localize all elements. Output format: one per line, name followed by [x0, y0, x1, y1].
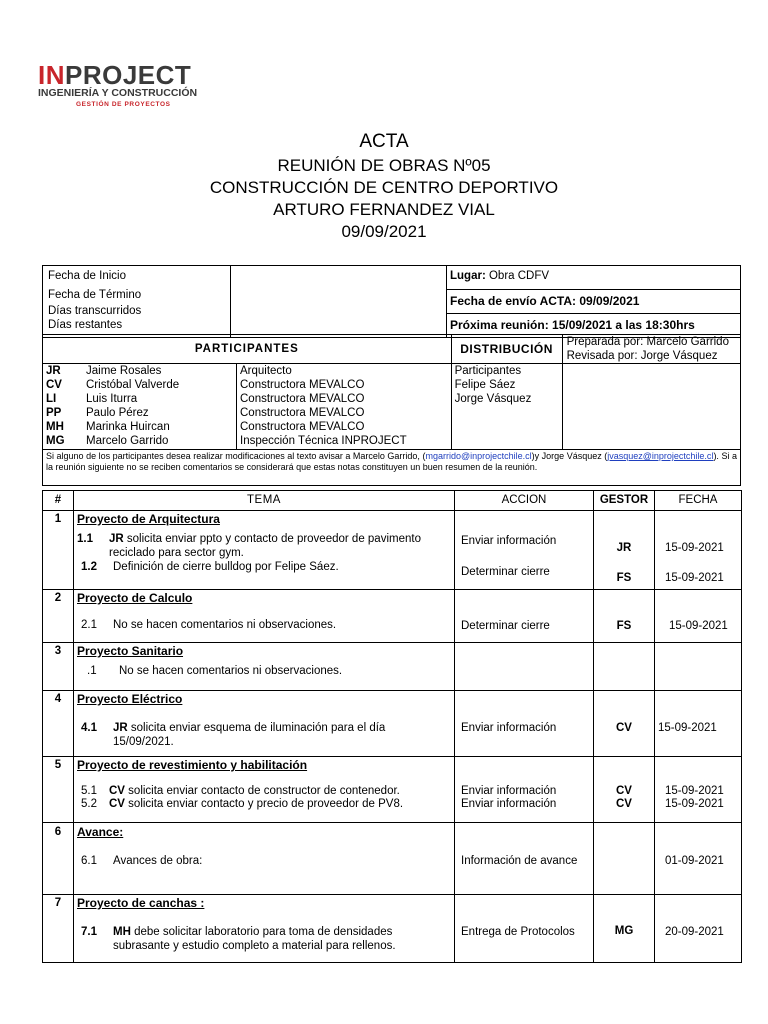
- lugar-value: Obra CDFV: [488, 270, 550, 282]
- table-row: [43, 757, 742, 823]
- logo-subtitle-2: GESTIÓN DE PROYECTOS: [76, 101, 171, 108]
- topic-number: 3: [43, 643, 74, 691]
- item-desc: debe solicitar laboratorio para toma de densidades: [130, 926, 393, 938]
- item-desc: solicita enviar contacto y precio de proveedor de PV8.: [124, 798, 404, 810]
- accion-cell: [455, 643, 594, 691]
- item-number: 5.2: [81, 798, 97, 810]
- fecha-termino-label: Fecha de Término: [48, 289, 142, 301]
- accion-text: Enviar información: [461, 722, 557, 734]
- item-desc: solicita enviar contacto de constructor de contenedor.: [124, 785, 400, 797]
- topics-table: [42, 490, 742, 963]
- email-link-jvasquez[interactable]: jvasquez@inprojectchile.cl: [607, 451, 714, 461]
- list-item: [77, 798, 454, 811]
- gestor-text: JR: [616, 542, 632, 554]
- distribution-cell: [451, 364, 562, 450]
- topic-title: Proyecto de Arquitectura: [77, 512, 220, 526]
- info-table: [42, 265, 741, 338]
- gestor-cell: [594, 643, 655, 691]
- distribution-item: Participantes: [454, 365, 522, 377]
- item-desc: No se hacen comentarios ni observaciones.: [119, 665, 343, 677]
- item-number: 7.1: [81, 926, 97, 938]
- accion-cell: [455, 511, 594, 590]
- revisada-label: Revisada por: Jorge Vásquez: [566, 350, 718, 362]
- item-desc: solicita enviar ppto y contacto de proveedor de pavimento: [123, 533, 421, 545]
- participant-name: Luis Iturra: [86, 393, 138, 405]
- fecha-envio-cell: Fecha de envío ACTA: 09/09/2021: [447, 290, 741, 314]
- fecha-text: 15-09-2021: [665, 798, 724, 810]
- participant-role: Constructora MEVALCO: [240, 407, 365, 419]
- fecha-text: 15-09-2021: [669, 620, 728, 632]
- list-item: [77, 721, 454, 749]
- item-text: [109, 798, 403, 811]
- participant-code: LI: [46, 393, 57, 405]
- gestor-text: MG: [614, 925, 634, 937]
- list-item: [77, 532, 454, 560]
- lugar-label: Lugar:: [450, 270, 486, 282]
- gestor-cell: [594, 511, 655, 590]
- topic-cell: [74, 590, 455, 643]
- gestor-text: CV: [616, 798, 632, 810]
- fecha-cell: [655, 691, 742, 757]
- item-number: 4.1: [81, 722, 97, 734]
- fecha-inicio-label: Fecha de Inicio: [48, 270, 126, 282]
- list-item: [77, 618, 454, 632]
- participant-name: Marinka Huircan: [86, 421, 170, 433]
- item-number: 1.2: [81, 561, 97, 573]
- list-item: [77, 560, 454, 574]
- accion-text: Determinar cierre: [461, 566, 550, 578]
- lugar-cell: [447, 266, 741, 290]
- fecha-text: 15-09-2021: [665, 542, 724, 554]
- logo-part-pro: PRO: [65, 60, 123, 90]
- topic-cell: [74, 823, 455, 895]
- fecha-cell: [655, 823, 742, 895]
- doc-subtitle-name: ARTURO FERNANDEZ VIAL: [273, 200, 495, 219]
- table-row: [43, 691, 742, 757]
- fecha-cell: [655, 590, 742, 643]
- accion-cell: [455, 757, 594, 823]
- fecha-text: 01-09-2021: [665, 855, 724, 867]
- item-number: 2.1: [81, 619, 97, 631]
- doc-title: ACTA: [359, 131, 409, 152]
- participant-code: MG: [46, 435, 65, 447]
- item-text: [113, 721, 451, 749]
- fecha-cell: [655, 511, 742, 590]
- accion-text: Información de avance: [461, 855, 578, 867]
- topic-cell: [74, 691, 455, 757]
- doc-subtitle-meeting: REUNIÓN DE OBRAS Nº05: [277, 156, 491, 175]
- participant-code: PP: [46, 407, 62, 419]
- distribucion-header: DISTRIBUCIÓN: [451, 335, 562, 364]
- item-desc: Avances de obra:: [113, 855, 203, 867]
- proxima-reunion-cell: Próxima reunión: 15/09/2021 a las 18:30hrs: [447, 314, 741, 338]
- gestor-cell: [594, 757, 655, 823]
- topic-number: 4: [43, 691, 74, 757]
- accion-text: Enviar información: [461, 785, 557, 797]
- preparada-label: Preparada por: Marcelo Garrido: [566, 336, 729, 348]
- email-link-mgarrido[interactable]: mgarrido@inprojectchile.cl: [425, 451, 532, 461]
- item-who: JR: [109, 533, 124, 545]
- distribution-item: Felipe Sáez: [454, 379, 516, 391]
- fecha-text: 15-09-2021: [658, 722, 717, 734]
- company-logo: [38, 60, 198, 115]
- participant-roles-cell: [237, 364, 452, 450]
- item-desc: solicita enviar esquema de iluminación para el día: [127, 722, 386, 734]
- topic-number: 7: [43, 895, 74, 963]
- gestor-cell: [594, 590, 655, 643]
- participant-role: Constructora MEVALCO: [240, 393, 365, 405]
- participant-role: Constructora MEVALCO: [240, 421, 365, 433]
- accion-cell: [455, 691, 594, 757]
- fecha-text: 15-09-2021: [665, 572, 724, 584]
- item-desc-2: reciclado para sector gym.: [109, 547, 244, 559]
- gestor-text: CV: [616, 722, 632, 734]
- participant-codes-cell: [43, 364, 87, 450]
- topic-cell: [74, 895, 455, 963]
- topic-number: 1: [43, 511, 74, 590]
- list-item: [77, 785, 454, 798]
- item-who: MH: [113, 926, 131, 938]
- note-text-1: Si alguno de los participantes desea realizar modificaciones al texto avisar a Marcelo Garrido, (: [46, 451, 426, 461]
- gestor-cell: [594, 895, 655, 963]
- participant-code: MH: [46, 421, 64, 433]
- item-number: 6.1: [81, 855, 97, 867]
- topic-title: Proyecto Sanitario: [77, 644, 184, 658]
- accion-text: Determinar cierre: [461, 620, 550, 632]
- item-text: [109, 785, 400, 798]
- accion-text: Enviar información: [461, 535, 557, 547]
- topic-title: Proyecto Eléctrico: [77, 692, 183, 706]
- gestor-text: FS: [616, 620, 632, 632]
- topic-title: Proyecto de revestimiento y habilitación: [77, 758, 308, 772]
- fecha-cell: [655, 895, 742, 963]
- participant-role: Inspección Técnica INPROJECT: [240, 435, 407, 447]
- note-text-2: )y Jorge Vásquez: [531, 451, 602, 461]
- topic-number: 2: [43, 590, 74, 643]
- accion-cell: [455, 590, 594, 643]
- topic-cell: [74, 757, 455, 823]
- distribution-item: Jorge Vásquez: [454, 393, 532, 405]
- fecha-cell: [655, 643, 742, 691]
- header-accion: ACCION: [455, 491, 594, 511]
- table-row: [43, 643, 742, 691]
- accion-text: Enviar información: [461, 798, 557, 810]
- list-item: [77, 854, 454, 868]
- topic-number: 6: [43, 823, 74, 895]
- item-who: CV: [109, 798, 125, 810]
- dias-restantes-label: Días restantes: [48, 319, 123, 331]
- header-tema: TEMA: [74, 491, 455, 511]
- item-number: .1: [87, 665, 97, 677]
- participant-code: JR: [46, 365, 61, 377]
- header-num: #: [43, 491, 74, 511]
- table-row: [43, 823, 742, 895]
- dates-labels-cell: [43, 266, 231, 338]
- item-who: JR: [113, 722, 128, 734]
- dias-transcurridos-label: Días transcurridos: [48, 305, 142, 317]
- topic-title: Avance:: [77, 825, 124, 839]
- table-row: [43, 511, 742, 590]
- preparada-cell: [562, 335, 740, 364]
- fecha-text: 20-09-2021: [665, 926, 724, 938]
- fecha-text: 15-09-2021: [665, 785, 724, 797]
- participantes-header: PARTICIPANTES: [43, 335, 452, 364]
- topic-number: 5: [43, 757, 74, 823]
- item-desc-2: subrasante y estudio completo a material para rellenos.: [113, 940, 396, 952]
- gestor-cell: [594, 823, 655, 895]
- gestor-text: CV: [616, 785, 632, 797]
- item-number: 5.1: [81, 785, 97, 797]
- topic-cell: [74, 511, 455, 590]
- note-text-3: ). Si a la reunión siguiente no se reciben comentarios se considerará que estas notas constituyen un buen resumen de la reunión.: [46, 451, 737, 472]
- logo-part-ject: JECT: [122, 60, 192, 90]
- distribution-empty-cell: [562, 364, 740, 450]
- topic-cell: [74, 643, 455, 691]
- logo-subtitle: INGENIERÍA Y CONSTRUCCIÓN: [38, 87, 198, 99]
- participant-role: Arquitecto: [240, 365, 292, 377]
- item-desc-2: 15/09/2021.: [113, 736, 174, 748]
- item-who: CV: [109, 785, 125, 797]
- header-fecha: FECHA: [655, 491, 742, 511]
- accion-text: Entrega de Protocolos: [461, 926, 575, 938]
- doc-date: 09/09/2021: [341, 222, 427, 241]
- note-cell: [43, 450, 741, 486]
- item-text: [109, 532, 451, 560]
- gestor-cell: [594, 691, 655, 757]
- accion-cell: [455, 823, 594, 895]
- header-gestor: GESTOR: [594, 491, 655, 511]
- list-item: [77, 925, 454, 953]
- participant-name: Jaime Rosales: [86, 365, 162, 377]
- item-desc: Definición de cierre bulldog por Felipe Sáez.: [113, 561, 339, 573]
- participant-name: Marcelo Garrido: [86, 435, 169, 447]
- table-row: [43, 590, 742, 643]
- doc-subtitle-project: CONSTRUCCIÓN DE CENTRO DEPORTIVO: [209, 178, 559, 197]
- item-number: 1.1: [77, 533, 93, 545]
- table-row: [43, 895, 742, 963]
- participant-role: Constructora MEVALCO: [240, 379, 365, 391]
- topic-title: Proyecto de Calculo: [77, 591, 193, 605]
- topic-title: Proyecto de canchas :: [77, 896, 205, 910]
- item-desc: No se hacen comentarios ni observaciones.: [113, 619, 337, 631]
- fecha-cell: [655, 757, 742, 823]
- participant-names-cell: [86, 364, 237, 450]
- list-item: [77, 664, 454, 678]
- participants-table: [42, 334, 741, 486]
- gestor-text: FS: [616, 572, 632, 584]
- item-text: [113, 925, 451, 953]
- participant-name: Paulo Pérez: [86, 407, 149, 419]
- participant-name: Cristóbal Valverde: [86, 379, 180, 391]
- note-paren: (: [604, 451, 608, 461]
- logo-part-in: IN: [38, 60, 65, 90]
- participant-code: CV: [46, 379, 62, 391]
- dates-values-cell: [231, 266, 447, 338]
- accion-cell: [455, 895, 594, 963]
